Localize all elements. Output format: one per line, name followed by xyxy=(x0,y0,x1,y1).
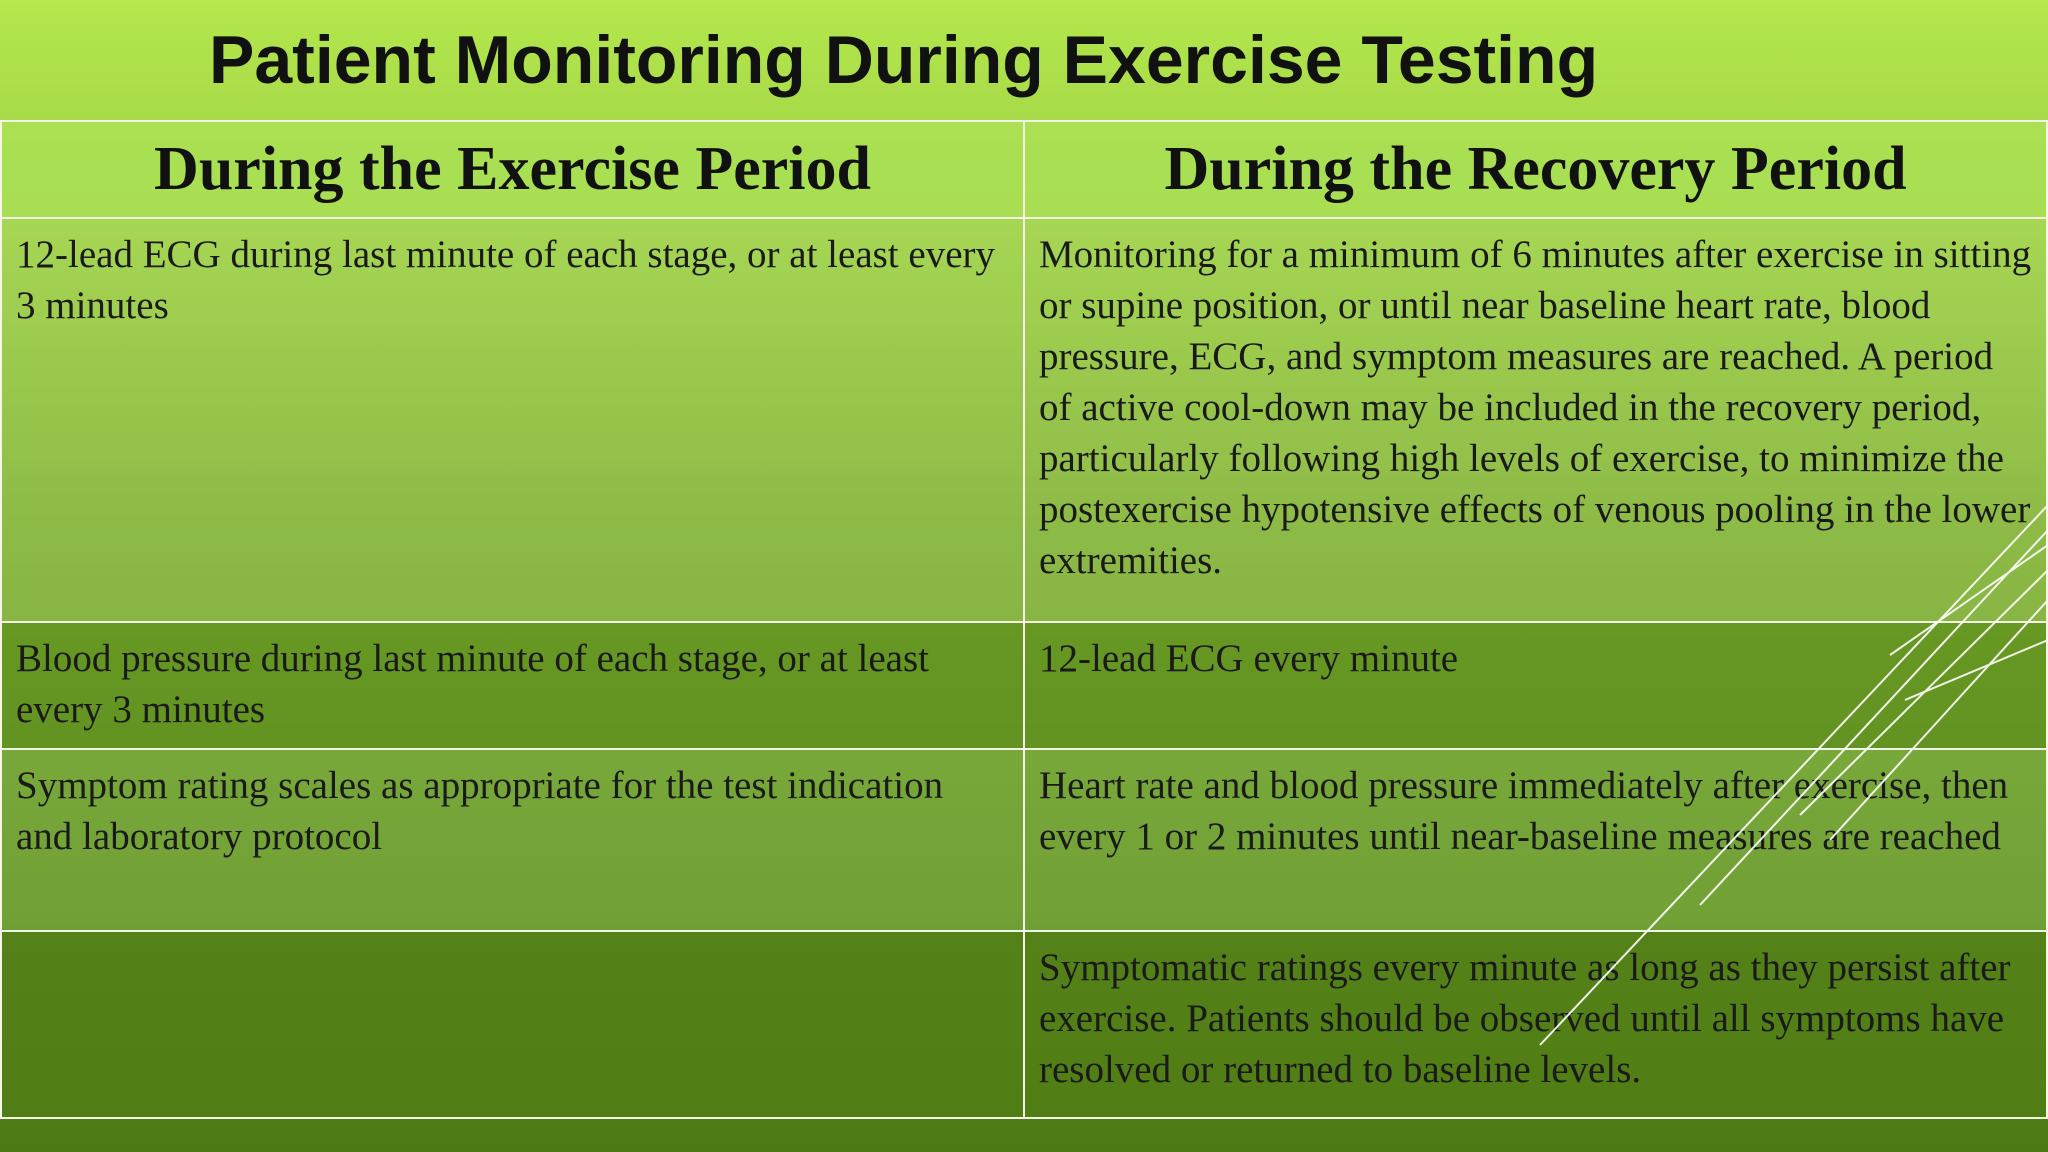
exercise-cell: 12-lead ECG during last minute of each stage, or at least every 3 minutes xyxy=(1,218,1024,622)
recovery-cell: Heart rate and blood pressure immediately after exercise, then every 1 or 2 minutes until near-baseline measures are reached xyxy=(1024,749,2047,931)
header-exercise-period: During the Exercise Period xyxy=(1,121,1024,218)
header-recovery-period: During the Recovery Period xyxy=(1024,121,2047,218)
table-row xyxy=(1,749,2047,931)
exercise-cell: Blood pressure during last minute of each stage, or at least every 3 minutes xyxy=(1,622,1024,749)
recovery-cell: 12-lead ECG every minute xyxy=(1024,622,2047,749)
exercise-cell xyxy=(1,931,1024,1118)
slide-title: Patient Monitoring During Exercise Testing xyxy=(209,22,1599,98)
recovery-cell: Symptomatic ratings every minute as long as they persist after exercise. Patients should be observed until all symptoms have resolved or returned to baseline levels. xyxy=(1024,931,2047,1118)
table-header-row xyxy=(1,121,2047,218)
monitoring-table xyxy=(0,120,2048,1119)
table-row xyxy=(1,218,2047,622)
exercise-cell: Symptom rating scales as appropriate for the test indication and laboratory protocol xyxy=(1,749,1024,931)
recovery-cell: Monitoring for a minimum of 6 minutes after exercise in sitting or supine position, or until near baseline heart rate, blood pressure, ECG, and symptom measures are reached. A period of active cool-down may be included in the recovery period, particularly following high levels of exercise, to minimize the postexercise hypotensive effects of venous pooling in the lower extremities. xyxy=(1024,218,2047,622)
table-row xyxy=(1,931,2047,1118)
table-row xyxy=(1,622,2047,749)
